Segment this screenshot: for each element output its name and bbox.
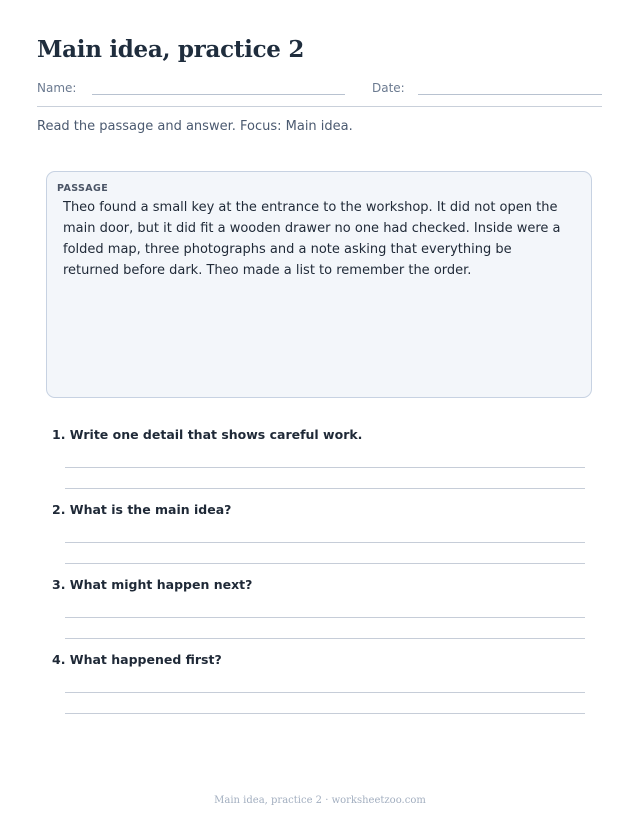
date-field[interactable] bbox=[418, 94, 602, 95]
instructions: Read the passage and answer. Focus: Main idea. bbox=[37, 119, 353, 134]
answer-line-1a[interactable] bbox=[65, 467, 585, 468]
answer-line-3a[interactable] bbox=[65, 617, 585, 618]
name-label: Name: bbox=[37, 81, 77, 95]
name-field[interactable] bbox=[92, 94, 345, 95]
page-title: Main idea, practice 2 bbox=[37, 36, 305, 63]
answer-line-4b[interactable] bbox=[65, 713, 585, 714]
answer-line-3b[interactable] bbox=[65, 638, 585, 639]
header-divider bbox=[37, 106, 602, 107]
passage-label: PASSAGE bbox=[57, 183, 109, 194]
answer-line-1b[interactable] bbox=[65, 488, 585, 489]
date-label: Date: bbox=[372, 81, 405, 95]
passage-box bbox=[46, 171, 592, 398]
answer-line-4a[interactable] bbox=[65, 692, 585, 693]
question-2: 2. What is the main idea? bbox=[52, 502, 232, 517]
question-3: 3. What might happen next? bbox=[52, 577, 253, 592]
page-footer: Main idea, practice 2 · worksheetzoo.com bbox=[214, 795, 426, 806]
answer-line-2b[interactable] bbox=[65, 563, 585, 564]
passage-text: Theo found a small key at the entrance to the workshop. It did not open the main door, but it did fit a wooden drawer no one had checked. Inside were a folded map, three photographs and a note asking that everything be returned before dark. Theo made a list to remember the order. bbox=[63, 200, 561, 278]
question-1: 1. Write one detail that shows careful work. bbox=[52, 427, 363, 442]
question-4: 4. What happened first? bbox=[52, 652, 222, 667]
answer-line-2a[interactable] bbox=[65, 542, 585, 543]
